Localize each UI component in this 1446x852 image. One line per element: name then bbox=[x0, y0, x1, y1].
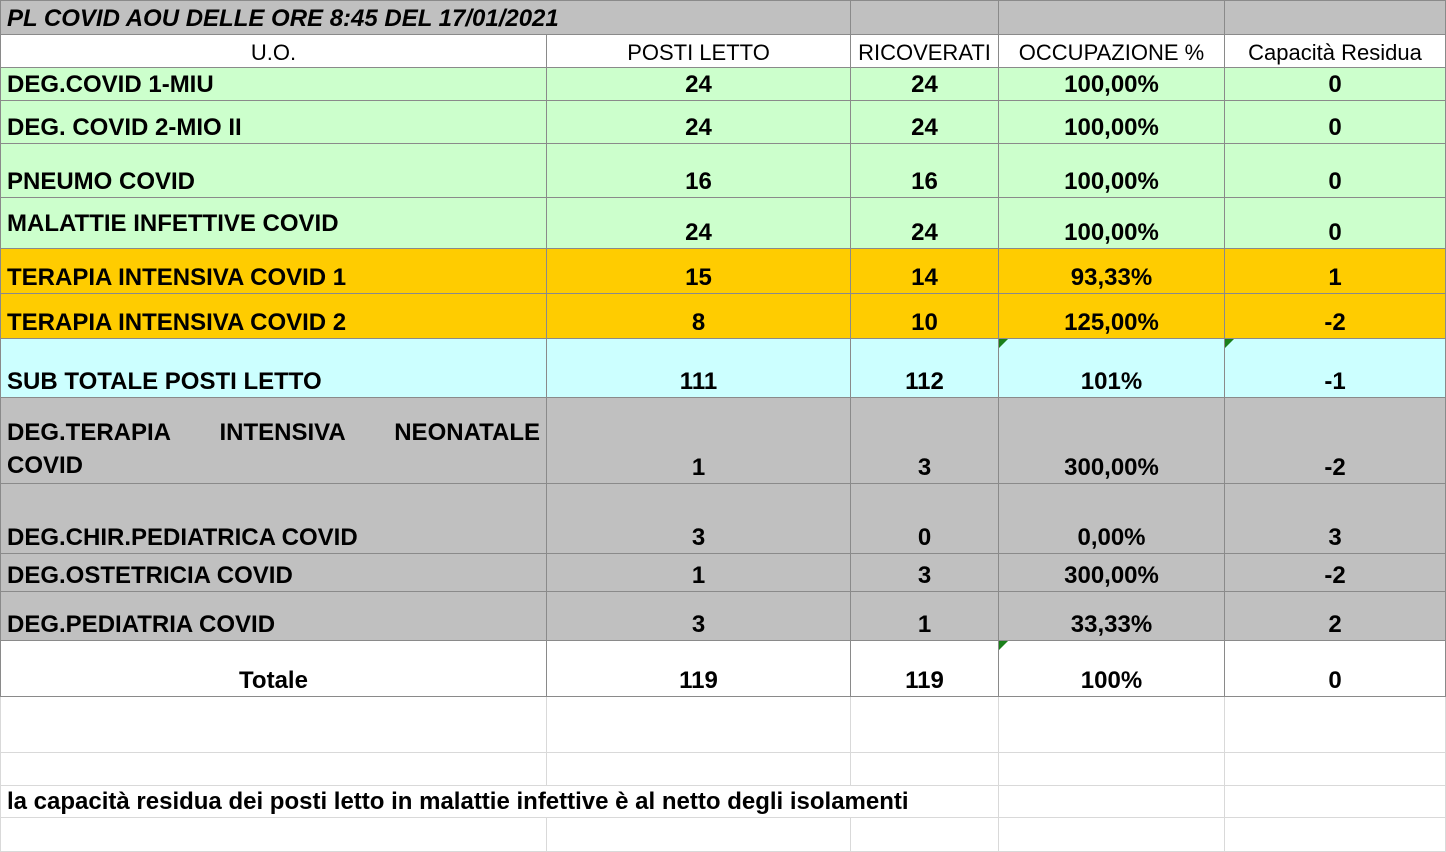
capacita-cell[interactable] bbox=[1225, 339, 1446, 398]
ricoverati-value: 3 bbox=[917, 454, 932, 481]
posti-value: 8 bbox=[691, 309, 706, 336]
posti-value: 111 bbox=[679, 368, 718, 395]
note-row bbox=[0, 786, 1446, 818]
capacita-cell[interactable] bbox=[1225, 294, 1446, 339]
ricoverati-cell[interactable] bbox=[851, 554, 999, 592]
header-cell-uo[interactable] bbox=[0, 35, 547, 68]
row-name: DEG.COVID 1-MIU bbox=[7, 71, 214, 98]
empty-cell[interactable] bbox=[851, 753, 999, 786]
row-name: TERAPIA INTENSIVA COVID 1 bbox=[7, 264, 347, 291]
occupazione-value: 33,33% bbox=[1070, 611, 1153, 638]
table-row bbox=[0, 198, 1446, 249]
row-name-cell[interactable] bbox=[0, 249, 547, 294]
capacita-cell[interactable] bbox=[1225, 101, 1446, 144]
capacita-value: -2 bbox=[1324, 454, 1346, 481]
comment-marker-icon[interactable] bbox=[999, 339, 1008, 348]
empty-cell[interactable] bbox=[0, 818, 547, 852]
posti-value: 24 bbox=[685, 71, 712, 98]
capacita-value: 1 bbox=[1328, 264, 1342, 291]
row-name-cell[interactable] bbox=[0, 554, 547, 592]
capacita-value: 0 bbox=[1328, 71, 1342, 98]
ricoverati-cell[interactable] bbox=[851, 339, 999, 398]
row-name: SUB TOTALE POSTI LETTO bbox=[7, 368, 322, 395]
posti-value: 16 bbox=[685, 168, 712, 195]
occupazione-cell[interactable] bbox=[999, 144, 1225, 198]
posti-cell[interactable] bbox=[547, 484, 851, 554]
header-label: RICOVERATI bbox=[858, 40, 991, 65]
occupazione-value: 300,00% bbox=[1064, 454, 1159, 481]
ricoverati-value: 112 bbox=[905, 368, 944, 395]
subtotal-row bbox=[0, 339, 1446, 398]
table-row bbox=[0, 249, 1446, 294]
row-name: DEG.CHIR.PEDIATRICA COVID bbox=[7, 524, 358, 551]
row-name-cell[interactable] bbox=[0, 294, 547, 339]
row-name: DEG.OSTETRICIA COVID bbox=[7, 562, 293, 589]
title-empty-cell[interactable] bbox=[851, 0, 999, 35]
table-row bbox=[0, 294, 1446, 339]
row-name-cell[interactable] bbox=[0, 144, 547, 198]
capacita-cell[interactable] bbox=[1225, 554, 1446, 592]
title-empty-cell[interactable] bbox=[999, 0, 1225, 35]
header-label: OCCUPAZIONE % bbox=[1018, 40, 1205, 65]
ricoverati-cell[interactable] bbox=[851, 249, 999, 294]
row-name-cell[interactable] bbox=[0, 398, 547, 484]
ricoverati-cell[interactable] bbox=[851, 398, 999, 484]
capacita-value: -2 bbox=[1324, 309, 1346, 336]
empty-cell[interactable] bbox=[547, 697, 851, 753]
capacita-cell[interactable] bbox=[1225, 249, 1446, 294]
ricoverati-value: 24 bbox=[911, 219, 938, 246]
table-row bbox=[0, 554, 1446, 592]
capacita-value: -1 bbox=[1324, 368, 1346, 395]
ricoverati-value: 24 bbox=[911, 114, 938, 141]
occupazione-cell[interactable] bbox=[999, 198, 1225, 249]
empty-row bbox=[0, 697, 1446, 753]
row-name-cell[interactable] bbox=[0, 484, 547, 554]
posti-value: 1 bbox=[691, 454, 706, 481]
occupazione-cell[interactable] bbox=[999, 249, 1225, 294]
total-label-cell[interactable] bbox=[0, 641, 547, 697]
header-label: U.O. bbox=[250, 40, 297, 65]
occupazione-cell[interactable] bbox=[999, 592, 1225, 641]
ricoverati-value: 1 bbox=[917, 611, 932, 638]
posti-cell[interactable] bbox=[547, 101, 851, 144]
occupazione-cell[interactable] bbox=[999, 484, 1225, 554]
ricoverati-value: 10 bbox=[911, 309, 938, 336]
occupazione-value: 100,00% bbox=[1064, 168, 1159, 195]
table-row bbox=[0, 144, 1446, 198]
occupazione-cell[interactable] bbox=[999, 554, 1225, 592]
empty-cell[interactable] bbox=[851, 818, 999, 852]
ricoverati-value: 3 bbox=[917, 562, 932, 589]
ricoverati-value: 16 bbox=[911, 168, 938, 195]
posti-cell[interactable] bbox=[547, 144, 851, 198]
occupazione-value: 100,00% bbox=[1064, 114, 1159, 141]
empty-cell[interactable] bbox=[999, 753, 1225, 786]
header-cell-posti[interactable] bbox=[547, 35, 851, 68]
empty-row bbox=[0, 753, 1446, 786]
capacita-value: 0 bbox=[1328, 219, 1342, 246]
ricoverati-cell[interactable] bbox=[851, 592, 999, 641]
table-row bbox=[0, 398, 1446, 484]
occupazione-cell[interactable] bbox=[999, 68, 1225, 101]
row-name-cell[interactable] bbox=[0, 339, 547, 398]
empty-cell[interactable] bbox=[547, 753, 851, 786]
posti-cell[interactable] bbox=[547, 68, 851, 101]
empty-cell[interactable] bbox=[1225, 753, 1446, 786]
empty-cell[interactable] bbox=[999, 697, 1225, 753]
empty-cell[interactable] bbox=[0, 697, 547, 753]
posti-cell[interactable] bbox=[547, 249, 851, 294]
empty-cell[interactable] bbox=[0, 753, 547, 786]
header-label: Capacità Residua bbox=[1248, 40, 1422, 65]
total-capacita-cell[interactable] bbox=[1225, 641, 1446, 697]
total-ricoverati-cell[interactable] bbox=[851, 641, 999, 697]
ricoverati-value: 24 bbox=[911, 71, 938, 98]
ricoverati-cell[interactable] bbox=[851, 101, 999, 144]
title-cell[interactable] bbox=[0, 0, 851, 35]
ricoverati-cell[interactable] bbox=[851, 198, 999, 249]
capacita-cell[interactable] bbox=[1225, 398, 1446, 484]
capacita-value: 0 bbox=[1328, 114, 1342, 141]
posti-value: 24 bbox=[685, 114, 712, 141]
row-name-cell[interactable] bbox=[0, 101, 547, 144]
table-row bbox=[0, 592, 1446, 641]
empty-cell[interactable] bbox=[1225, 697, 1446, 753]
capacita-cell[interactable] bbox=[1225, 198, 1446, 249]
table-row bbox=[0, 101, 1446, 144]
occupazione-value: 0,00% bbox=[1077, 524, 1146, 551]
occupazione-cell[interactable] bbox=[999, 294, 1225, 339]
footnote: la capacità residua dei posti letto in malattie infettive è al netto degli isolamenti bbox=[7, 788, 909, 815]
total-posti-cell[interactable] bbox=[547, 641, 851, 697]
row-name: DEG. COVID 2-MIO II bbox=[7, 114, 242, 141]
ricoverati-cell[interactable] bbox=[851, 68, 999, 101]
comment-marker-icon[interactable] bbox=[1225, 339, 1234, 348]
empty-cell[interactable] bbox=[999, 786, 1225, 818]
row-name: PNEUMO COVID bbox=[7, 168, 196, 195]
ricoverati-value: 14 bbox=[911, 264, 938, 291]
row-name-line1: DEG.TERAPIA INTENSIVA NEONATALE bbox=[7, 419, 540, 446]
table-row bbox=[0, 68, 1446, 101]
header-cell-occupazione[interactable] bbox=[999, 35, 1225, 68]
total-ricoverati-value: 119 bbox=[905, 667, 944, 694]
row-name-cell[interactable] bbox=[0, 68, 547, 101]
empty-cell[interactable] bbox=[851, 697, 999, 753]
capacita-value: 0 bbox=[1328, 168, 1342, 195]
occupazione-value: 100,00% bbox=[1064, 71, 1159, 98]
posti-value: 3 bbox=[691, 611, 706, 638]
capacita-cell[interactable] bbox=[1225, 592, 1446, 641]
comment-marker-icon[interactable] bbox=[999, 641, 1008, 650]
empty-cell[interactable] bbox=[547, 818, 851, 852]
occupazione-value: 93,33% bbox=[1070, 264, 1153, 291]
occupazione-value: 100,00% bbox=[1064, 219, 1159, 246]
total-capacita-value: 0 bbox=[1328, 667, 1342, 694]
capacita-cell[interactable] bbox=[1225, 484, 1446, 554]
total-label: Totale bbox=[239, 667, 308, 694]
posti-cell[interactable] bbox=[547, 398, 851, 484]
posti-value: 1 bbox=[691, 562, 706, 589]
capacita-cell[interactable] bbox=[1225, 144, 1446, 198]
empty-cell[interactable] bbox=[1225, 786, 1446, 818]
posti-cell[interactable] bbox=[547, 294, 851, 339]
header-cell-capacita[interactable] bbox=[1225, 35, 1446, 68]
occupazione-cell[interactable] bbox=[999, 398, 1225, 484]
row-name-line2: COVID bbox=[7, 452, 84, 479]
row-name: MALATTIE INFETTIVE COVID bbox=[7, 210, 339, 237]
posti-value: 3 bbox=[691, 524, 706, 551]
row-name-cell[interactable] bbox=[0, 198, 547, 249]
capacita-value: 2 bbox=[1328, 611, 1342, 638]
header-row bbox=[0, 35, 1446, 68]
total-occupazione-value: 100% bbox=[1080, 667, 1143, 694]
posti-cell[interactable] bbox=[547, 339, 851, 398]
sheet-title: PL COVID AOU DELLE ORE 8:45 DEL 17/01/2021 bbox=[7, 5, 559, 32]
capacita-value: 3 bbox=[1328, 524, 1342, 551]
ricoverati-cell[interactable] bbox=[851, 484, 999, 554]
capacita-cell[interactable] bbox=[1225, 68, 1446, 101]
ricoverati-value: 0 bbox=[917, 524, 932, 551]
total-occupazione-cell[interactable] bbox=[999, 641, 1225, 697]
row-name: TERAPIA INTENSIVA COVID 2 bbox=[7, 309, 347, 336]
total-row bbox=[0, 641, 1446, 697]
posti-value: 24 bbox=[685, 219, 712, 246]
note-cell[interactable] bbox=[0, 786, 999, 818]
empty-row bbox=[0, 818, 1446, 852]
ricoverati-cell[interactable] bbox=[851, 144, 999, 198]
occupazione-cell[interactable] bbox=[999, 101, 1225, 144]
occupazione-value: 300,00% bbox=[1064, 562, 1159, 589]
header-label: POSTI LETTO bbox=[627, 40, 770, 65]
posti-cell[interactable] bbox=[547, 198, 851, 249]
posti-cell[interactable] bbox=[547, 592, 851, 641]
title-row bbox=[0, 0, 1446, 35]
row-name: DEG.PEDIATRIA COVID bbox=[7, 611, 276, 638]
row-name-cell[interactable] bbox=[0, 592, 547, 641]
header-cell-ricoverati[interactable] bbox=[851, 35, 999, 68]
occupazione-cell[interactable] bbox=[999, 339, 1225, 398]
occupazione-value: 101% bbox=[1080, 368, 1143, 395]
title-empty-cell[interactable] bbox=[1225, 0, 1446, 35]
occupazione-value: 125,00% bbox=[1064, 309, 1159, 336]
capacita-value: -2 bbox=[1324, 562, 1346, 589]
total-posti-value: 119 bbox=[679, 667, 718, 694]
posti-value: 15 bbox=[685, 264, 712, 291]
empty-cell[interactable] bbox=[1225, 818, 1446, 852]
ricoverati-cell[interactable] bbox=[851, 294, 999, 339]
empty-cell[interactable] bbox=[999, 818, 1225, 852]
posti-cell[interactable] bbox=[547, 554, 851, 592]
table-row bbox=[0, 484, 1446, 554]
